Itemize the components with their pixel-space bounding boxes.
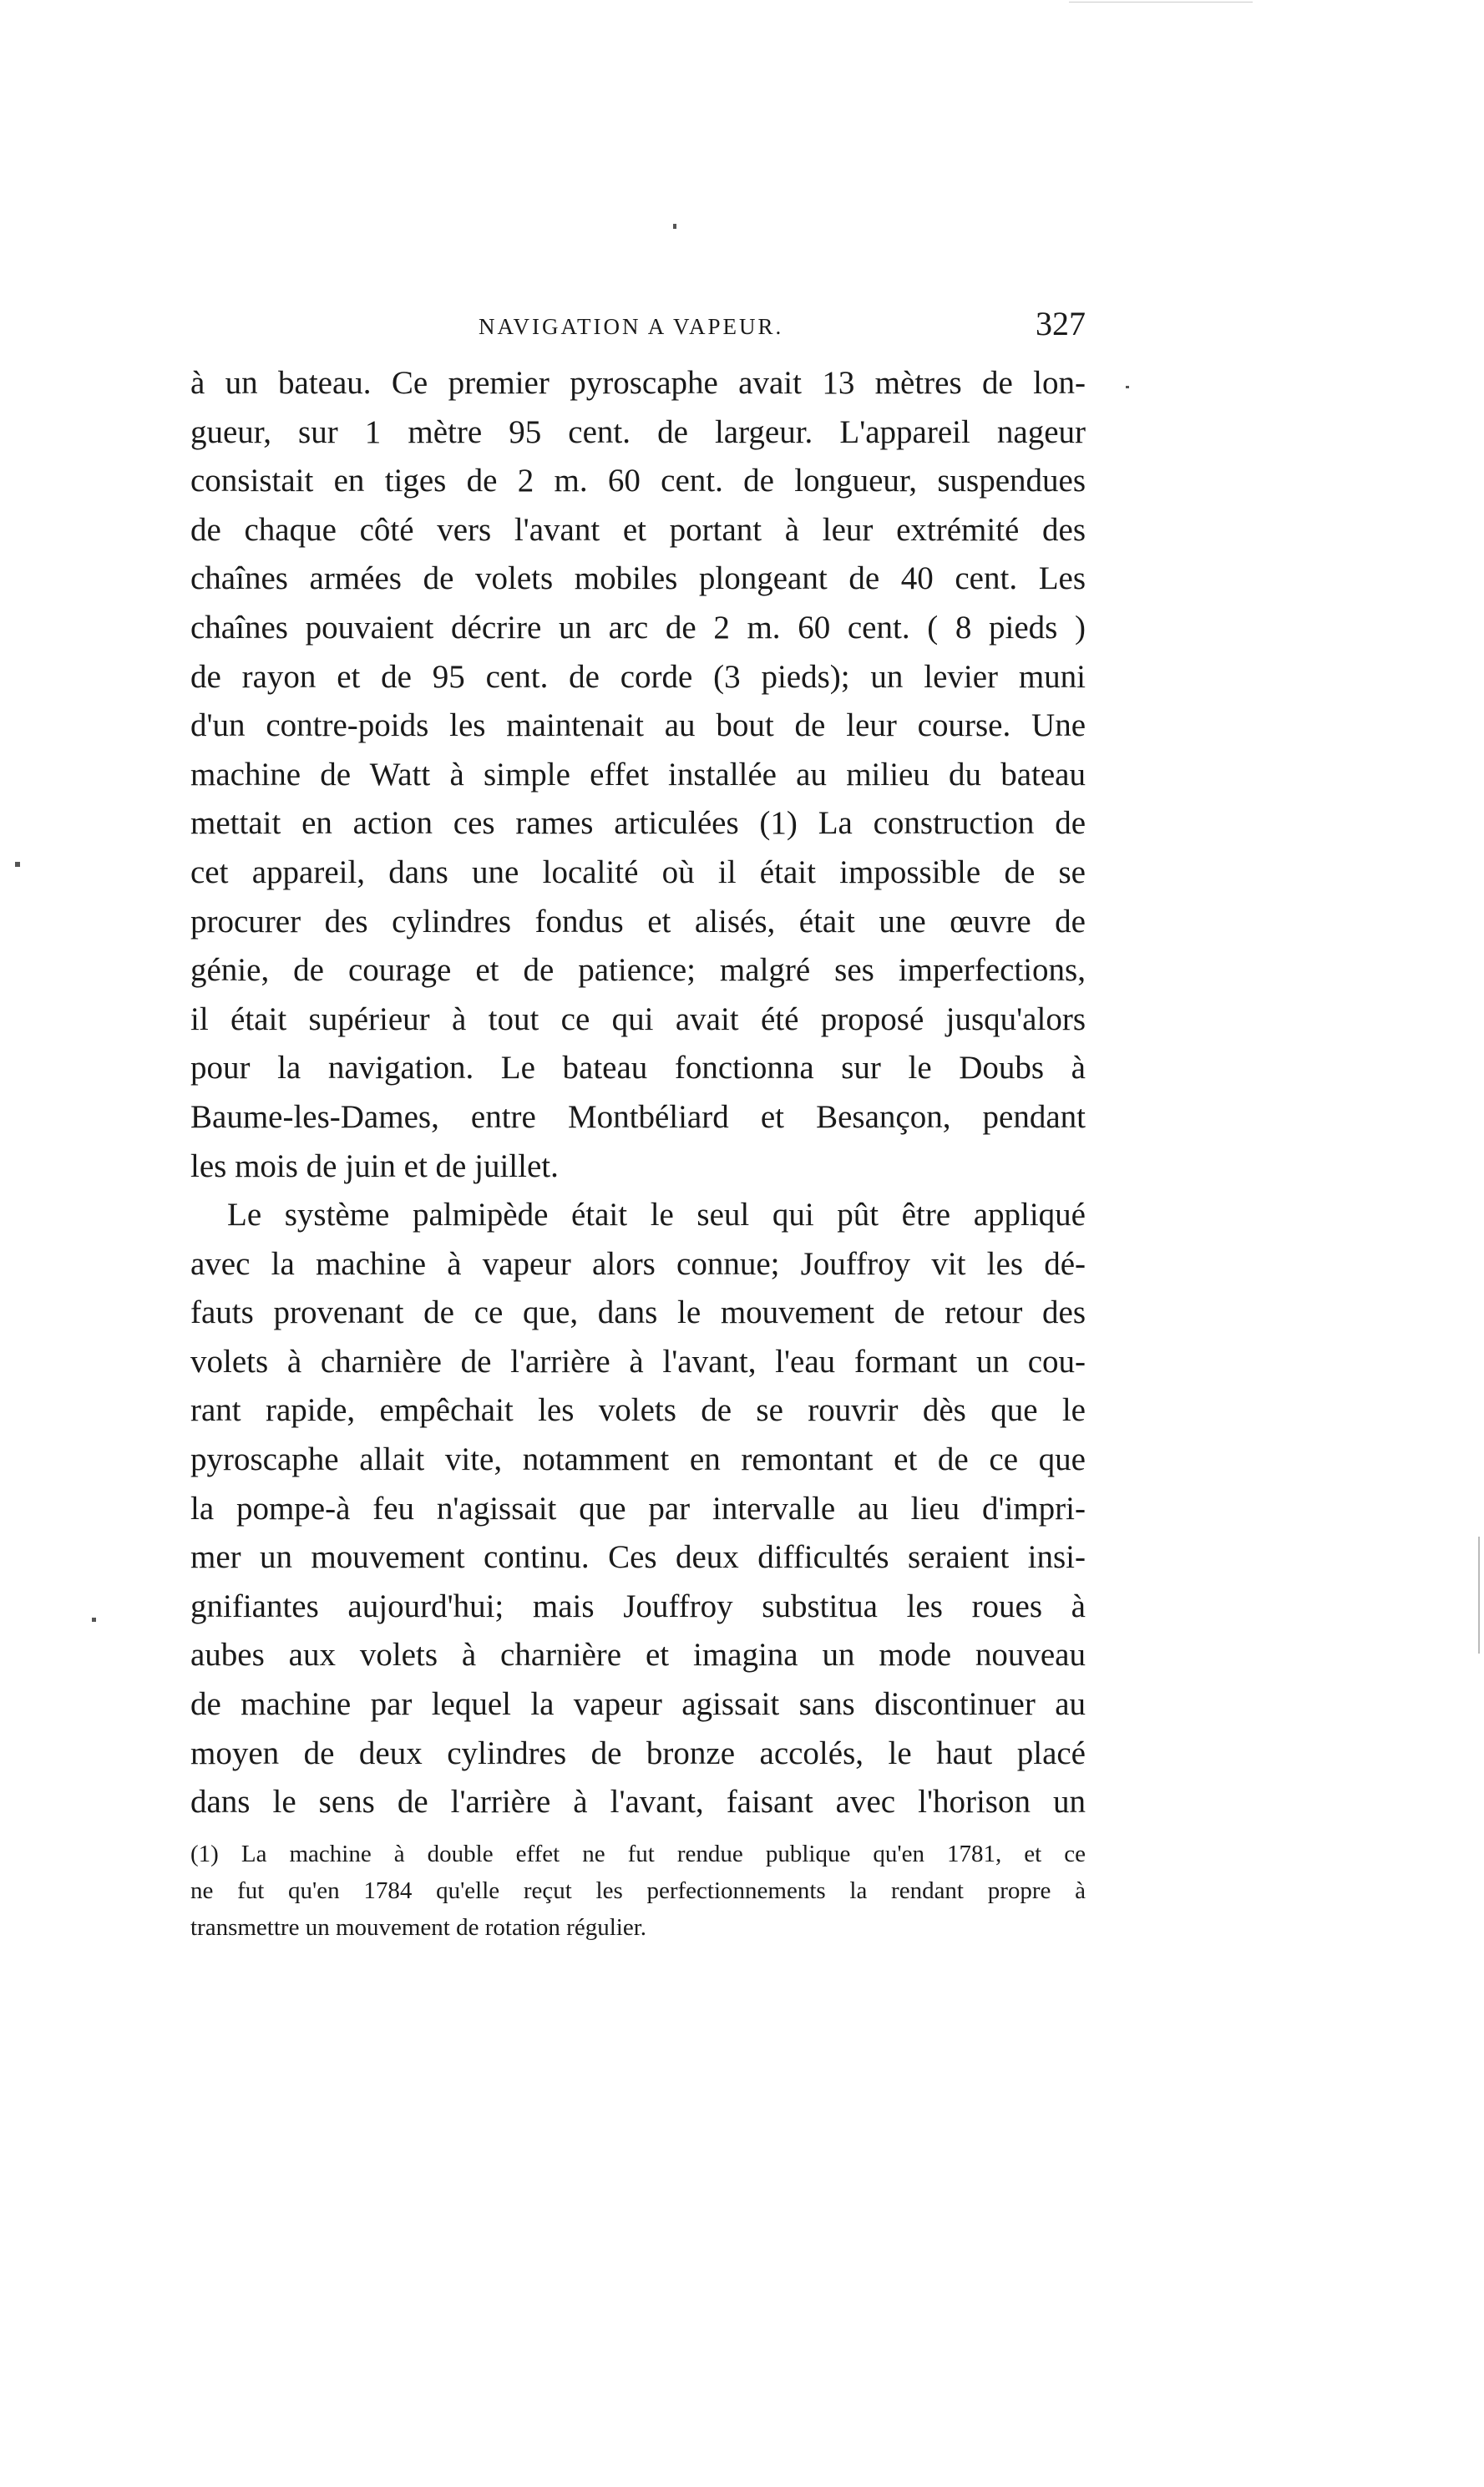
text-line: aubes aux volets à charnière et imagina un mode nouveau xyxy=(190,1637,1086,1674)
page-number: 327 xyxy=(1036,305,1086,342)
text-line: de rayon et de 95 cent. de corde (3 pieds); un levier muni xyxy=(190,658,1086,695)
footnote-line: ne fut qu'en 1784 qu'elle reçut les perfectionnements la rendant propre à xyxy=(190,1877,1086,1904)
text-line: consistait en tiges de 2 m. 60 cent. de longueur, suspendues xyxy=(190,463,1086,499)
text-line: chaînes pouvaient décrire un arc de 2 m. 60 cent. ( 8 pieds ) xyxy=(190,609,1086,646)
footnote xyxy=(190,1836,1086,1946)
text-line: chaînes armées de volets mobiles plongeant de 40 cent. Les xyxy=(190,560,1086,597)
text-line: pour la navigation. Le bateau fonctionna sur le Doubs à xyxy=(190,1050,1086,1086)
scan-speck xyxy=(1126,386,1129,388)
paragraph-end-line: les mois de juin et de juillet. xyxy=(190,1147,559,1184)
footnote-line: transmettre un mouvement de rotation régulier. xyxy=(190,1914,647,1941)
text-line: il était supérieur à tout ce qui avait été proposé jusqu'alors xyxy=(190,1000,1086,1037)
text-line: machine de Watt à simple effet installée au milieu du bateau xyxy=(190,756,1086,793)
text-line: pyroscaphe allait vite, notamment en remontant et de ce que xyxy=(190,1441,1086,1478)
text-line: la pompe-à feu n'agissait que par intervalle au lieu d'impri- xyxy=(190,1490,1086,1527)
running-head: NAVIGATION A VAPEUR. xyxy=(479,314,784,339)
text-line: moyen de deux cylindres de bronze accolés, le haut placé xyxy=(190,1735,1086,1771)
text-line: d'un contre-poids les maintenait au bout de leur course. Une xyxy=(190,707,1086,744)
paragraph-start-line: Le système palmipède était le seul qui pût être appliqué xyxy=(227,1197,1086,1233)
scan-speck xyxy=(15,862,20,867)
text-line: génie, de courage et de patience; malgré ses imperfections, xyxy=(190,952,1086,989)
text-line: gueur, sur 1 mètre 95 cent. de largeur. L'appareil nageur xyxy=(190,413,1086,450)
text-line: mettait en action ces rames articulées (1) La construction de xyxy=(190,805,1086,842)
text-line: volets à charnière de l'arrière à l'avant, l'eau formant un cou- xyxy=(190,1343,1086,1380)
text-line: de machine par lequel la vapeur agissait sans discontinuer au xyxy=(190,1686,1086,1723)
text-line: avec la machine à vapeur alors connue; Jouffroy vit les dé- xyxy=(190,1245,1086,1282)
text-line: procurer des cylindres fondus et alisés, était une œuvre de xyxy=(190,903,1086,940)
body-text xyxy=(190,359,1086,1827)
text-line: cet appareil, dans une localité où il était impossible de se xyxy=(190,853,1086,890)
text-line: mer un mouvement continu. Ces deux difficultés seraient insi- xyxy=(190,1539,1086,1576)
text-line: Baume-les-Dames, entre Montbéliard et Besançon, pendant xyxy=(190,1098,1086,1135)
text-line: dans le sens de l'arrière à l'avant, faisant avec l'horison un xyxy=(190,1784,1086,1821)
footnote-line: (1) La machine à double effet ne fut rendue publique qu'en 1781, et ce xyxy=(190,1841,1086,1867)
text-line: de chaque côté vers l'avant et portant à leur extrémité des xyxy=(190,511,1086,548)
text-line: rant rapide, empêchait les volets de se rouvrir dès que le xyxy=(190,1392,1086,1429)
page-header xyxy=(190,301,1086,351)
text-line: gnifiantes aujourd'hui; mais Jouffroy substitua les roues à xyxy=(190,1588,1086,1624)
text-line: fauts provenant de ce que, dans le mouvement de retour des xyxy=(190,1294,1086,1331)
scan-speck xyxy=(92,1618,96,1622)
scan-edge-line xyxy=(1478,1537,1480,1654)
scan-edge-line xyxy=(1069,2,1253,3)
text-line: à un bateau. Ce premier pyroscaphe avait 13 mètres de lon- xyxy=(190,365,1086,401)
scan-speck xyxy=(673,224,676,229)
